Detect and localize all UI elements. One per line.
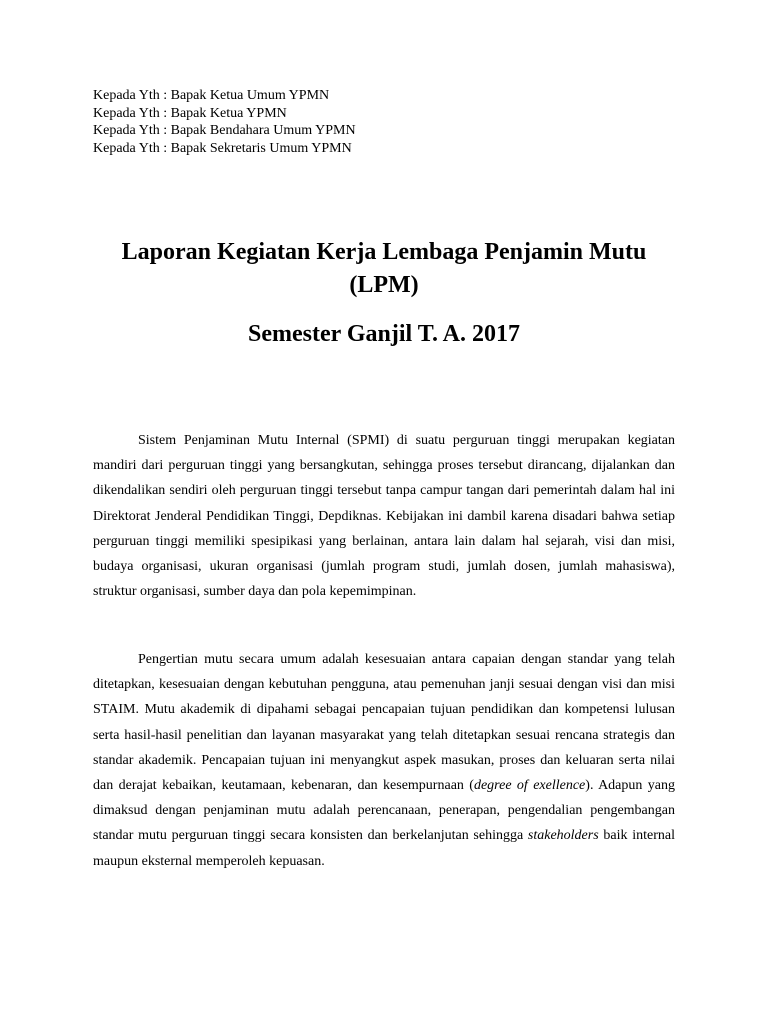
document-title: Laporan Kegiatan Kerja Lembaga Penjamin Mutu (LPM) <box>121 239 647 298</box>
recipient-line: Kepada Yth : Bapak Ketua YPMN <box>93 105 287 121</box>
body-paragraph-spmi: Sistem Penjaminan Mutu Internal (SPMI) di suatu perguruan tinggi merupakan kegiatan mandiri dari perguruan tinggi yang bersangkutan, sehingga proses tersebut dirancang, dijalankan dan dikendalikan sendiri oleh perguruan tinggi tersebut tanpa campur tangan dari pemerintah dalam hal ini Direktorat Jenderal Pendidikan Tinggi, Depdiknas. Kebijakan ini dambil karena disadari bahwa setiap perguruan tinggi memiliki spesipikasi yang berlainan, antara lain dalam hal sejarah, visi dan misi, budaya organisasi, ukuran organisasi (jumlah program studi, jumlah dosen, jumlah mahasiswa), struktur organisasi, sumber daya dan pola kepemimpinan. <box>93 433 675 600</box>
paragraph-text: ). Adapun yang dimaksud dengan penjaminan mutu adalah perencanaan, penerapan, pengendalian pengembangan standar mutu perguruan tinggi secara konsisten dan berkelanjutan sehingga <box>93 778 675 844</box>
document-subtitle: Semester Ganjil T. A. 2017 <box>248 321 520 347</box>
paragraph-text: Pengertian mutu secara umum adalah kesesuaian antara capaian dengan standar yang telah ditetapkan, kesesuaian dengan kebutuhan pengguna, atau pemenuhan janji sesuai dengan visi dan misi STAIM. Mutu akademik di dipahami sebagai pencapaian tujuan pendidikan dan kompetensi lulusan serta hasil-hasil penelitian dan layanan masyarakat yang telah ditetapkan sesuai rencana strategis dan standar akademik. Pencapaian tujuan ini menyangkut aspek masukan, proses dan keluaran serta nilai dan derajat kebaikan, keutamaan, kebenaran, dan kesempurnaan ( <box>93 652 675 794</box>
italic-term: degree of exellence <box>473 778 586 794</box>
recipient-list <box>93 87 693 157</box>
body-paragraph-mutu <box>93 647 675 874</box>
italic-term: stakeholders <box>527 828 599 844</box>
recipient-line: Kepada Yth : Bapak Ketua Umum YPMN <box>93 88 330 103</box>
paragraph-text: baik internal maupun eksternal memperoleh kepuasan. <box>93 828 675 869</box>
recipient-line: Kepada Yth : Bapak Bendahara Umum YPMN <box>93 123 356 138</box>
recipient-line: Kepada Yth : Bapak Sekretaris Umum YPMN <box>93 140 352 156</box>
